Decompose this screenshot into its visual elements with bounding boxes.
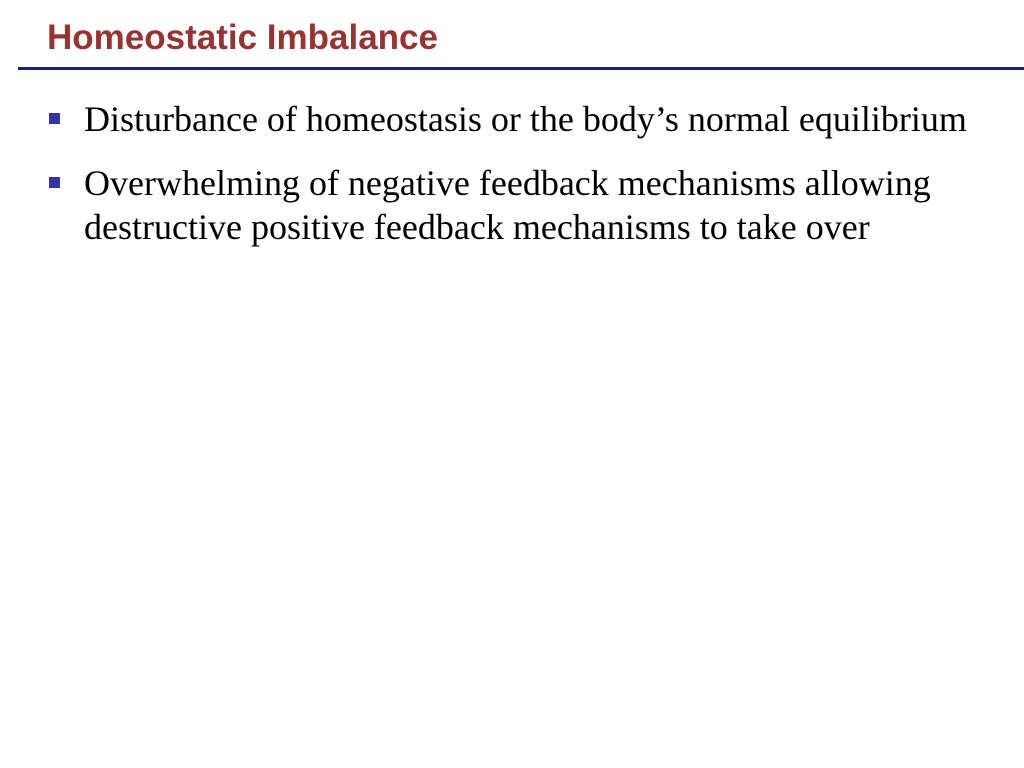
- bullet-text: Disturbance of homeostasis or the body’s normal equilibrium: [84, 99, 967, 139]
- bullet-list: [47, 97, 977, 269]
- bullet-item-disturbance: [47, 97, 977, 141]
- bullet-text: Overwhelming of negative feedback mechanisms allowing destructive positive feedback mechanisms to take over: [84, 163, 931, 247]
- bullet-item-overwhelming: [47, 161, 977, 249]
- title-divider: [18, 67, 1024, 70]
- square-bullet-icon: [49, 113, 60, 124]
- square-bullet-icon: [49, 177, 60, 188]
- slide-title: Homeostatic Imbalance: [47, 18, 438, 57]
